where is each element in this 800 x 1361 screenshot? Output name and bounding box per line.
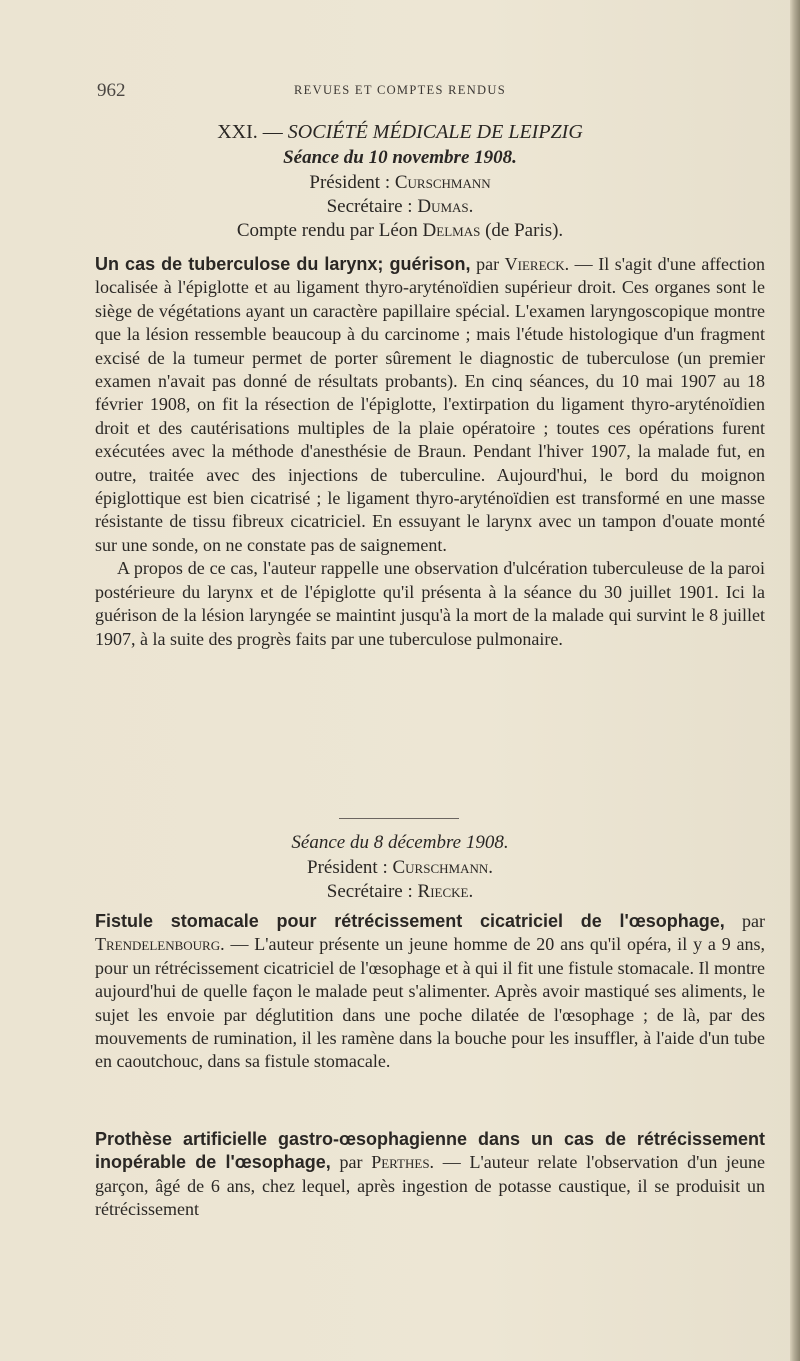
president-line: Président : Curschmann (309, 172, 491, 193)
society-name: SOCIÉTÉ MÉDICALE DE LEIPZIG (287, 121, 583, 143)
article-2-body: — L'auteur présente un jeune homme de 20 ans qu'il opéra, il y a 9 ans, pour un rétrécissement cicatriciel de l'œsophage et à qui il fit une fistule stomacale. Il montre aujourd'hui de quelle façon le malade peut s'alimenter. Après avoir mastiqué ses aliments, le sujet les envoie par déglutition dans une poche dilatée de l'œsophage ; de là, par des mouvements de rumination, il les ramène dans la bouche pour les insuffler, à l'aide d'un tube en caoutchouc, dans sa fistule stomacale. (95, 934, 766, 1072)
secretary-name-2: Riecke. (417, 881, 474, 902)
article-1-body: — Il s'agit d'une affection localisée à l'épiglotte et au ligament thyro-aryténoïdien supérieur droit. Ces organes sont le siège de végétations ayant un caractère papillaire spécial. L'examen laryngoscopique montre que la lésion ressemble beaucoup à du carcinome ; mais l'étude histologique d'un fragment excisé de la tumeur permet de porter sûrement le diagnostic de tuberculose (un premier examen n'avait pas donné de résultats probants). En cinq séances, du 10 mai 1907 au 18 février 1908, on fit la résection de l'épiglotte, l'extirpation du ligament thyro-aryténoïdien droit et des cautérisations multiples de la plaie opératoire ; toutes ces opérations furent exécutées avec la méthode d'anesthésie de Braun. Pendant l'hiver 1907, la malade fut, en outre, traitée avec des injections de tuberculine. Aujourd'hui, le bord du moignon épiglottique est bien cicatrisé ; le ligament thyro-aryténoïdien est transformé en une masse résistante de tissu fibreux cicatriciel. En essuyant le larynx avec un tampon d'ouate monté sur une sonde, on ne constate pas de saignement. (95, 254, 766, 555)
section-separator (339, 818, 459, 819)
president-name-2: Curschmann. (392, 857, 493, 878)
article-2 (95, 910, 765, 1074)
secretary-line-2: Secrétaire : Riecke. (326, 881, 474, 902)
session-date-2: Séance du 8 décembre 1908. (291, 832, 509, 853)
article-2-paragraph: Fistule stomacale pour rétrécissement cicatriciel de l'œsophage, par Trendelenbourg. — L'auteur présente un jeune homme de 20 ans qu'il opéra, il y a 9 ans, pour un rétrécissement cicatriciel de l'œsophage et à qui il fit une fistule stomacale. Il montre aujourd'hui de quelle façon le malade peut s'alimenter. Après avoir mastiqué ses aliments, le sujet les envoie par déglutition dans une poche dilatée de l'œsophage ; de là, par des mouvements de rumination, il les ramène dans la bouche pour les insuffler, à l'aide d'un tube en caoutchouc, dans sa fistule stomacale. (95, 911, 766, 1072)
secretary-line: Secrétaire : Dumas. (326, 196, 474, 217)
section-heading (0, 121, 800, 144)
article-3-author: Perthes. (371, 1152, 435, 1173)
running-title: REVUES ET COMPTES RENDUS (294, 83, 506, 97)
article-2-title: Fistule stomacale pour rétrécissement cicatriciel de l'œsophage, (95, 911, 725, 931)
article-1-paragraph: Un cas de tuberculose du larynx; guérison, par Viereck. — Il s'agit d'une affection localisée à l'épiglotte et au ligament thyro-aryténoïdien supérieur droit. Ces organes sont le siège de végétations ayant un caractère papillaire spécial. L'examen laryngoscopique montre que la lésion ressemble beaucoup à du carcinome ; mais l'étude histologique d'un fragment excisé de la tumeur permet de porter sûrement le diagnostic de tuberculose (un premier examen n'avait pas donné de résultats probants). En cinq séances, du 10 mai 1907 au 18 février 1908, on fit la résection de l'épiglotte, l'extirpation du ligament thyro-aryténoïdien droit et des cautérisations multiples de la plaie opératoire ; toutes ces opérations furent exécutées avec la méthode d'anesthésie de Braun. Pendant l'hiver 1907, la malade fut, en outre, traitée avec des injections de tuberculine. Aujourd'hui, le bord du moignon épiglottique est bien cicatrisé ; le ligament thyro-aryténoïdien est transformé en une masse résistante de tissu fibreux cicatriciel. En essuyant le larynx avec un tampon d'ouate monté sur une sonde, on ne constate pas de saignement. (95, 254, 766, 555)
session-date: Séance du 10 novembre 1908. (283, 147, 517, 168)
page-number: 962 (97, 80, 126, 101)
article-3 (95, 1128, 765, 1222)
article-2-author: Trendelenbourg. (95, 934, 225, 955)
article-3-paragraph: Prothèse artificielle gastro-œsophagienne dans un cas de rétrécissement inopérable de l'œsophage, par Perthes. — L'auteur relate l'observation d'un jeune garçon, âgé de 6 ans, chez lequel, après ingestion de potasse caustique, il se produisit un rétrécissement (95, 1129, 766, 1220)
article-1-title: Un cas de tuberculose du larynx; guérison, (95, 254, 471, 274)
president-line-2: Président : Curschmann. (307, 857, 493, 878)
article-1-author: Viereck. (504, 254, 570, 274)
article-3-body: — L'auteur relate l'observation d'un jeune garçon, âgé de 6 ans, chez lequel, après ingestion de potasse caustique, il se produisit un rétrécissement (95, 1152, 766, 1220)
secretary-name: Dumas. (417, 196, 474, 217)
report-author: Delmas (422, 220, 481, 241)
article-3-title: Prothèse artificielle gastro-œsophagienne dans un cas de rétrécissement inopérable de l'œsophage, (95, 1129, 765, 1173)
section-number: XXI. — (217, 121, 283, 143)
article-1-paragraph-2: A propos de ce cas, l'auteur rappelle une observation d'ulcération tuberculeuse de la paroi postérieure du larynx et de l'épiglotte qu'il présenta à la séance du 30 juillet 1901. Ici la guérison de la lésion laryngée se maintint jusqu'à la mort de la malade qui survint le 8 juillet 1907, à la suite des progrès faits par une tuberculose pulmonaire. (95, 558, 765, 649)
president-name: Curschmann (394, 172, 491, 193)
page-header (0, 80, 800, 104)
article-1 (95, 253, 765, 651)
report-line: Compte rendu par Léon Delmas (de Paris). (236, 220, 564, 241)
